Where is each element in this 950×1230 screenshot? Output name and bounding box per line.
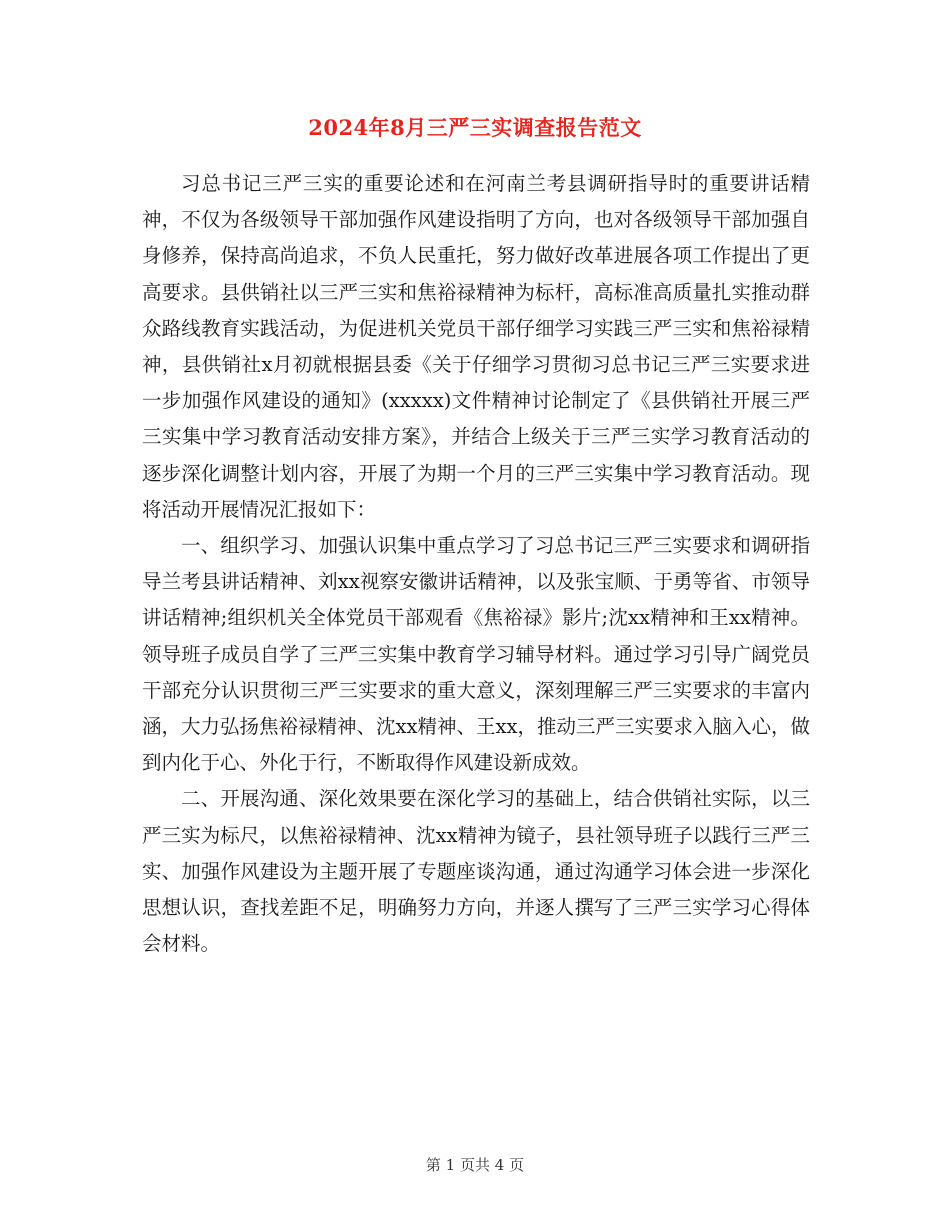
document-title: 2024年8月三严三实调查报告范文: [308, 115, 642, 140]
paragraph-section-2: 二、开展沟通、深化效果要在深化学习的基础上，结合供销社实际，以三严三实为标尺，以焦裕禄精神、沈xx精神为镜子，县社领导班子以践行三严三实、加强作风建设为主题开展了专题座谈沟通，通过沟通学习体会进一步深化思想认识，查找差距不足，明确努力方向，并逐人撰写了三严三实学习心得体会材料。: [142, 787, 810, 956]
paragraph-section-1: 一、组织学习、加强认识集中重点学习了习总书记三严三实要求和调研指导兰考县讲话精神、刘xx视察安徽讲话精神，以及张宝顺、于勇等省、市领导讲话精神;组织机关全体党员干部观看《焦裕禄》影片;沈xx精神和王xx精神。领导班子成员自学了三严三实集中教育学习辅导材料。通过学习引导广阔党员干部充分认识贯彻三严三实要求的重大意义，深刻理解三严三实要求的丰富内涵，大力弘扬焦裕禄精神、沈xx精神、王xx，推动三严三实要求入脑入心，做到内化于心、外化于行，不断取得作风建设新成效。: [142, 534, 810, 775]
document-body: [142, 166, 810, 962]
page-number-footer: 第 1 页共 4 页: [425, 1156, 525, 1174]
paragraph-intro: 习总书记三严三实的重要论述和在河南兰考县调研指导时的重要讲话精神，不仅为各级领导干部加强作风建设指明了方向，也对各级领导干部加强自身修养，保持高尚追求，不负人民重托，努力做好改革进展各项工作提出了更高要求。县供销社以三严三实和焦裕禄精神为标杆，高标准高质量扎实推动群众路线教育实践活动，为促进机关党员干部仔细学习实践三严三实和焦裕禄精神，县供销社x月初就根据县委《关于仔细学习贯彻习总书记三严三实要求进一步加强作风建设的通知》(xxxxx)文件精神讨论制定了《县供销社开展三严三实集中学习教育活动安排方案》，并结合上级关于三严三实学习教育活动的逐步深化调整计划内容，开展了为期一个月的三严三实集中学习教育活动。现将活动开展情况汇报如下：: [142, 172, 810, 521]
